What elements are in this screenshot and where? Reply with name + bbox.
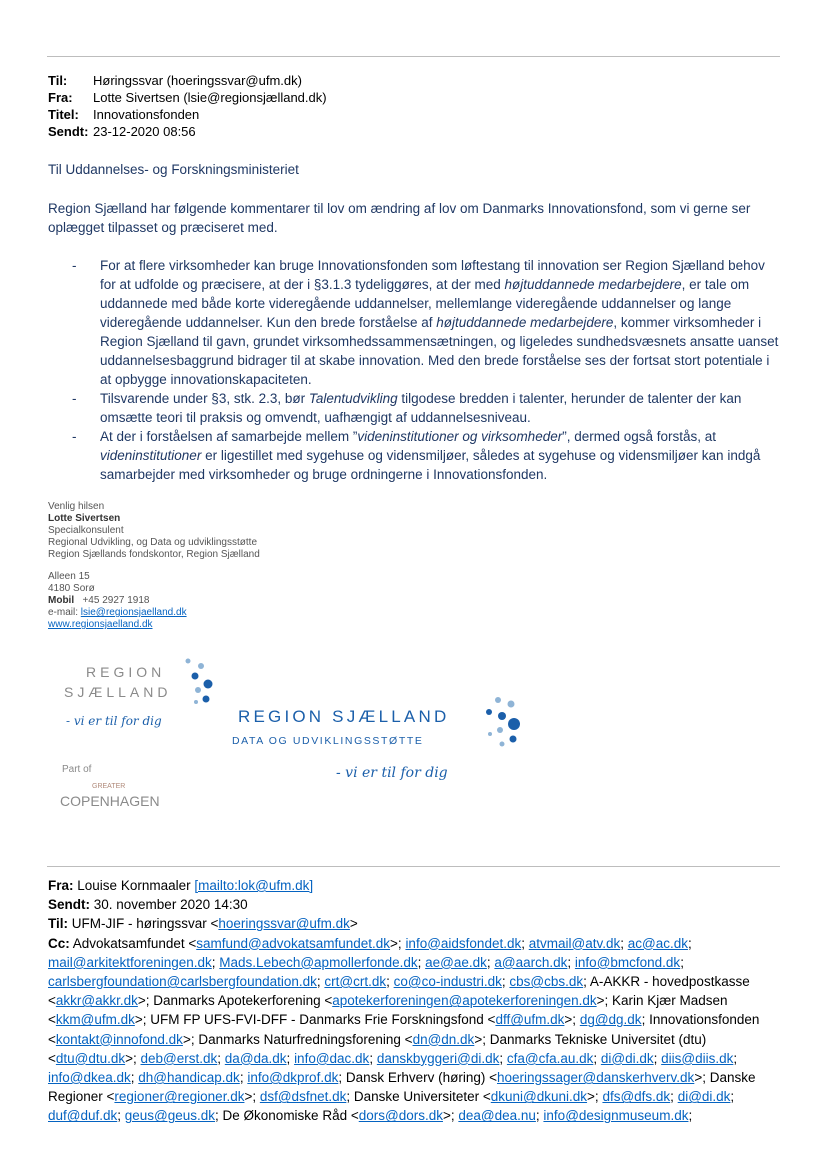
cc-email-link[interactable]: info@dkea.dk — [48, 1070, 131, 1086]
website-link[interactable]: www.regionsjaelland.dk — [48, 619, 153, 630]
logo-region-word: REGION — [86, 664, 166, 680]
cc-email-link[interactable]: dsf@dsfnet.dk — [259, 1089, 347, 1105]
cc-email-link[interactable]: geus@geus.dk — [124, 1108, 216, 1124]
mobile-number: +45 2927 1918 — [82, 595, 150, 606]
cc-text: ; — [653, 1050, 662, 1066]
email-label: e-mail: — [48, 607, 79, 618]
dots-icon — [486, 697, 520, 747]
cc-email-link[interactable]: info@designmuseum.dk — [543, 1108, 689, 1124]
email2-from — [48, 876, 788, 895]
cc-email-link[interactable]: dff@ufm.dk — [495, 1012, 565, 1028]
cc-text: >; — [442, 1108, 459, 1124]
emphasis: højtuddannede medarbejdere — [436, 315, 614, 330]
cc-text: ; — [316, 974, 325, 990]
signer-role: Specialkonsulent — [48, 525, 124, 536]
top-divider — [47, 56, 780, 57]
to-value: Høringssvar (hoeringssvar@ufm.dk) — [93, 73, 302, 88]
cc-text: ; — [687, 935, 692, 951]
cc-email-link[interactable]: dg@dg.dk — [579, 1012, 642, 1028]
cc-text: ; — [567, 954, 575, 970]
from-label: Fra: — [48, 878, 74, 893]
cc-email-link[interactable]: danskbyggeri@di.dk — [376, 1050, 500, 1066]
bullet-text — [100, 389, 784, 427]
cc-text: ; — [733, 1050, 738, 1066]
bullet-text — [100, 256, 784, 389]
cc-email-link[interactable]: apotekerforeningen@apotekerforeningen.dk — [332, 993, 597, 1009]
emphasis: højtuddannede medarbejdere — [504, 277, 682, 292]
copenhagen-label: COPENHAGEN — [60, 793, 160, 809]
cc-text: ; — [680, 954, 684, 970]
letter-intro: Region Sjælland har følgende kommentarer til lov om ændring af lov om Danmarks Innovationsfond, som vi gerne ser oplægget tilpasset og præciseret med. — [48, 201, 751, 235]
dots-icon — [186, 659, 213, 705]
list-item — [72, 256, 784, 389]
middle-divider — [47, 866, 780, 867]
cc-text: >; — [125, 1050, 141, 1066]
from-value: Lotte Sivertsen (lsie@regionsjælland.dk) — [93, 90, 327, 105]
list-item — [72, 427, 784, 484]
cc-email-link[interactable]: hoeringssager@danskerhverv.dk — [497, 1070, 695, 1086]
email2-sent — [48, 895, 788, 914]
cc-email-link[interactable]: regioner@regioner.dk — [114, 1089, 245, 1105]
cc-text: ; — [486, 954, 495, 970]
logo2-slogan: - vi er til for dig — [336, 765, 448, 781]
mobile-line — [48, 595, 260, 607]
logo2-title: REGION SJÆLLAND — [238, 707, 450, 726]
cc-email-link[interactable]: info@aidsfondet.dk — [405, 935, 522, 951]
cc-email-link[interactable]: cbs@cbs.dk — [509, 974, 584, 990]
cc-email-link[interactable]: cfa@cfa.au.dk — [506, 1050, 594, 1066]
bullet-dash: - — [72, 391, 77, 406]
region-sjaelland-logo — [56, 657, 226, 737]
street: Alleen 15 — [48, 571, 90, 582]
cc-email-link[interactable]: kontakt@innofond.dk — [55, 1031, 183, 1047]
cc-email-link[interactable]: dors@dors.dk — [358, 1108, 443, 1124]
cc-text: ; — [211, 954, 220, 970]
mobile-label: Mobil — [48, 595, 75, 606]
logo-sjaelland-word: SJÆLLAND — [64, 684, 172, 700]
cc-text: ; — [535, 1108, 544, 1124]
cc-text: >; — [244, 1089, 260, 1105]
cc-text: ; De Økonomiske Råd < — [215, 1108, 359, 1124]
cc-text: ; — [130, 1070, 139, 1086]
from-name: Louise Kornmaaler — [77, 878, 195, 893]
text-run: At der i forståelsen af samarbejde mellem ” — [100, 429, 358, 444]
cc-text: ; — [217, 1050, 225, 1066]
cc-text: >; Danmarks Tekniske Universitet (dtu) < — [48, 1031, 707, 1066]
cc-email-link[interactable]: info@dkprof.dk — [247, 1070, 339, 1086]
forwarded-email — [48, 876, 788, 1126]
cc-text: ; — [386, 974, 394, 990]
cc-text: ; Innovationsfonden < — [48, 1012, 760, 1047]
cc-text: ; — [499, 1050, 507, 1066]
cc-text: ; — [670, 1089, 678, 1105]
cc-text: >; Danske Regioner < — [48, 1070, 756, 1105]
to-link[interactable]: hoeringssvar@ufm.dk — [218, 916, 350, 932]
signer-dept: Regional Udvikling, og Data og udviklingsstøtte — [48, 537, 257, 548]
title-value: Innovationsfonden — [93, 107, 200, 122]
emphasis: Talentudvikling — [308, 391, 398, 406]
cc-text: ; — [117, 1108, 125, 1124]
cc-email-link[interactable]: samfund@advokatsamfundet.dk — [196, 935, 391, 951]
cc-text: >; UFM FP UFS-FVI-DFF - Danmarks Frie Forskningsfond < — [134, 1012, 496, 1028]
cc-email-link[interactable]: dh@handicap.dk — [138, 1070, 240, 1086]
cc-email-link[interactable]: crt@crt.dk — [324, 974, 387, 990]
signature-block — [48, 501, 260, 631]
cc-text: >; — [564, 1012, 580, 1028]
cc-email-link[interactable]: kkm@ufm.dk — [55, 1012, 135, 1028]
text-run: ”, dermed også forstås, at — [562, 429, 717, 444]
cc-text: ; Danske Universiteter < — [346, 1089, 491, 1105]
city: 4180 Sorø — [48, 583, 95, 594]
cc-email-link[interactable]: da@da.dk — [224, 1050, 287, 1066]
logo-slogan: - vi er til for dig — [66, 714, 162, 728]
cc-text: ; A-AKKR - hovedpostkasse < — [48, 974, 750, 1009]
to-name: UFM-JIF - høringssvar < — [71, 916, 219, 932]
comment-list — [72, 256, 784, 484]
cc-text: ; — [730, 1089, 735, 1105]
cc-text: ; — [239, 1070, 248, 1086]
cc-text: Advokatsamfundet < — [72, 935, 197, 951]
text-run: tilgodese bredden i talenter, herunder de talenter der kan omsætte teori til praksis og omvendt, uafhængigt af uddannelsesniveau. — [100, 391, 742, 425]
sent-label: Sendt: — [48, 124, 89, 139]
cc-email-link[interactable]: dfs@dfs.dk — [602, 1089, 671, 1105]
email-link[interactable]: lsie@regionsjaelland.dk — [80, 607, 187, 618]
email-header — [48, 72, 327, 140]
email2-to — [48, 914, 788, 933]
cc-email-link[interactable]: co@co-industri.dk — [393, 974, 502, 990]
cc-text: >; Danmarks Naturfredningsforening < — [182, 1031, 413, 1047]
cc-text: >; Danmarks Apotekerforening < — [137, 993, 333, 1009]
cc-text: ; — [501, 974, 510, 990]
cc-email-link[interactable]: di@di.dk — [677, 1089, 731, 1105]
cc-email-link[interactable]: dea@dea.nu — [458, 1108, 536, 1124]
cc-email-link[interactable]: di@di.dk — [600, 1050, 654, 1066]
bullet-text — [100, 427, 784, 484]
text-run: For at flere virksomheder kan bruge Innovationsfonden som løftestang til innovation ser Region Sjælland behov for at udfolde og præcisere, at der i §3.1.3 tydeliggøres, at der med — [100, 258, 765, 292]
text-run: , kommer virksomheder i Region Sjælland til gavn, grundet virksomhedssammensætningen, og ligeledes sundhedsvæsnets ansatte uanset uddannelsesbaggrund bidrager til at skabe innovation. Med den brede forståelse ses der fortsat stort potentiale i at opbygge innovationskapaciteten. — [100, 315, 779, 387]
text-run: er ligestillet med sygehuse og vidensmiljøer, således at sygehuse og vidensmiljøer kan indgå samarbejder med virksomheder og bruge ordningerne i Innovationsfonden. — [100, 448, 761, 482]
cc-text: ; — [417, 954, 426, 970]
cc-text: ; — [521, 935, 529, 951]
email-line — [48, 607, 260, 619]
cc-email-link[interactable]: mail@arkitektforeningen.dk — [48, 954, 212, 970]
cc-text: ; — [593, 1050, 601, 1066]
bullet-dash: - — [72, 429, 77, 444]
cc-text: ; Dansk Erhverv (høring) < — [338, 1070, 497, 1086]
cc-email-link[interactable]: info@dac.dk — [294, 1050, 370, 1066]
greater-copenhagen-logo — [60, 762, 190, 810]
cc-email-link[interactable]: ac@ac.dk — [627, 935, 688, 951]
cc-text: ; — [620, 935, 628, 951]
cc-text: >; Karin Kjær Madsen < — [48, 993, 728, 1028]
cc-email-link[interactable]: a@aarch.dk — [494, 954, 568, 970]
cc-email-link[interactable]: dn@dn.dk — [412, 1031, 475, 1047]
sent-label: Sendt: — [48, 897, 90, 913]
to-label: Til: — [48, 916, 68, 932]
list-item — [72, 389, 784, 427]
cc-email-link[interactable]: carlsbergfoundation@carlsbergfoundation.dk — [48, 974, 317, 990]
text-run: , er tale om uddannede med både korte videregående uddannelser, mellemlange videregående uddannelser og lange videregående uddannelser. Kun den brede forståelse af — [100, 277, 750, 330]
cc-email-link[interactable]: ae@ae.dk — [425, 954, 487, 970]
cc-email-link[interactable]: diis@diis.dk — [661, 1050, 734, 1066]
cc-email-link[interactable]: atvmail@atv.dk — [528, 935, 621, 951]
bullet-dash: - — [72, 258, 77, 273]
text-run: Tilsvarende under §3, stk. 2.3, bør — [100, 391, 309, 406]
emphasis: videninstitutioner — [100, 448, 202, 463]
logo2-subtitle: DATA OG UDVIKLINGSSTØTTE — [232, 735, 424, 747]
sent-value: 30. november 2020 14:30 — [93, 897, 248, 913]
title-label: Titel: — [48, 107, 79, 122]
partof-label: Part of — [62, 764, 92, 775]
signer-office: Region Sjællands fondskontor, Region Sjælland — [48, 549, 260, 560]
to-label: Til: — [48, 73, 68, 88]
cc-text: ; — [286, 1050, 295, 1066]
emphasis: videninstitutioner og virksomheder — [357, 429, 563, 444]
cc-label: Cc: — [48, 935, 70, 951]
cc-text: ; — [369, 1050, 377, 1066]
cc-email-link[interactable]: deb@erst.dk — [140, 1050, 218, 1066]
cc-email-link[interactable]: dkuni@dkuni.dk — [490, 1089, 588, 1105]
cc-email-link[interactable]: duf@duf.dk — [48, 1108, 118, 1124]
closing: Venlig hilsen — [48, 501, 105, 512]
cc-email-link[interactable]: info@bmcfond.dk — [574, 954, 681, 970]
data-udvikling-logo — [232, 692, 532, 792]
from-label: Fra: — [48, 90, 73, 105]
cc-text: ; — [688, 1108, 693, 1124]
cc-email-link[interactable]: akkr@akkr.dk — [55, 993, 138, 1009]
signer-name: Lotte Sivertsen — [48, 513, 121, 524]
email2-cc — [48, 934, 788, 1126]
cc-list — [48, 936, 759, 1124]
cc-email-link[interactable]: Mads.Lebech@apmollerfonde.dk — [219, 954, 418, 970]
letter-greeting: Til Uddannelses- og Forskningsministeriet — [48, 162, 299, 177]
cc-text: >; — [587, 1089, 603, 1105]
to-end: > — [349, 916, 358, 932]
cc-email-link[interactable]: dtu@dtu.dk — [55, 1050, 126, 1066]
greater-label: GREATER — [92, 783, 126, 790]
mailto-link[interactable]: [mailto:lok@ufm.dk] — [194, 878, 314, 893]
sent-value: 23-12-2020 08:56 — [93, 124, 196, 139]
cc-text: >; — [390, 935, 406, 951]
